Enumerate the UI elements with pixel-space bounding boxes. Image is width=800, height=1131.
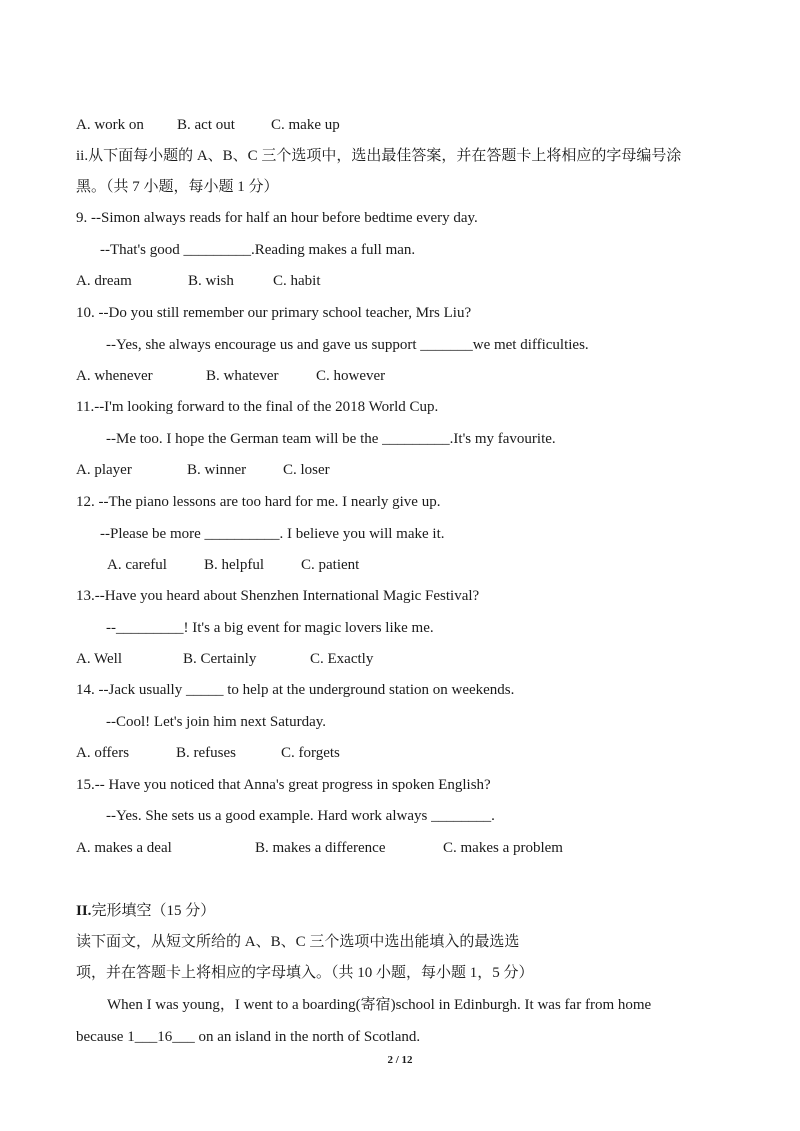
question-9-response: --That's good _________.Reading makes a full man. — [100, 242, 416, 258]
question-14: 14. --Jack usually _____ to help at the underground station on weekends. — [76, 682, 515, 698]
q12-option-a: A. careful — [107, 557, 167, 573]
q15-option-c: C. makes a problem — [443, 840, 563, 856]
question-12-options — [107, 555, 359, 575]
question-10-options — [76, 366, 385, 386]
question-13-response: --_________! It's a big event for magic lovers like me. — [106, 620, 434, 636]
question-15-options — [76, 838, 563, 858]
q11-option-a: A. player — [76, 462, 132, 478]
q8-option-a: A. work on — [76, 117, 144, 133]
q15-option-b: B. makes a difference — [255, 840, 386, 856]
question-9: 9. --Simon always reads for half an hour before bedtime every day. — [76, 210, 478, 226]
page-number: 2 / 12 — [387, 1054, 413, 1066]
q9-option-a: A. dream — [76, 273, 132, 289]
q8-option-b: B. act out — [177, 117, 235, 133]
section-2-title: 完形填空（15 分） — [91, 903, 216, 919]
question-11-options — [76, 460, 330, 480]
question-14-options — [76, 743, 340, 763]
question-12: 12. --The piano lessons are too hard for me. I nearly give up. — [76, 494, 441, 510]
q13-option-b: B. Certainly — [183, 651, 257, 667]
q11-option-c: C. loser — [283, 462, 330, 478]
question-11-response: --Me too. I hope the German team will be the _________.It's my favourite. — [106, 431, 556, 447]
q14-option-a: A. offers — [76, 745, 130, 761]
question-15: 15.-- Have you noticed that Anna's great progress in spoken English? — [76, 777, 491, 793]
question-10: 10. --Do you still remember our primary school teacher, Mrs Liu? — [76, 305, 472, 321]
q9-option-c: C. habit — [273, 273, 321, 289]
question-10-response: --Yes, she always encourage us and gave us support _______we met difficulties. — [106, 337, 589, 353]
q15-option-a: A. makes a deal — [76, 840, 172, 856]
question-15-response: --Yes. She sets us a good example. Hard work always ________. — [106, 808, 495, 824]
section-ii-instruction-line2: 黑。（共 7 小题，每小题 1 分） — [76, 179, 279, 195]
q14-option-b: B. refuses — [176, 745, 236, 761]
q11-option-b: B. winner — [187, 462, 247, 478]
section-2-heading — [76, 901, 215, 921]
question-13-options — [76, 649, 373, 669]
question-9-options — [76, 271, 321, 291]
section-2-instruction-line1: 读下面文，从短文所给的 A、B、C 三个选项中选出能填入的最选选 — [76, 934, 520, 950]
question-12-response: --Please be more __________. I believe you will make it. — [100, 526, 445, 542]
question-14-response: --Cool! Let's join him next Saturday. — [106, 714, 327, 730]
q10-option-a: A. whenever — [76, 368, 153, 384]
q13-option-c: C. Exactly — [310, 651, 374, 667]
q8-option-c: C. make up — [271, 117, 340, 133]
q8-options — [76, 115, 340, 135]
q14-option-c: C. forgets — [281, 745, 340, 761]
q13-option-a: A. Well — [76, 651, 123, 667]
passage-line2: because 1___16___ on an island in the north of Scotland. — [76, 1029, 421, 1045]
passage-line1: When I was young，I went to a boarding(寄宿)school in Edinburgh. It was far from home — [107, 997, 652, 1013]
question-13: 13.--Have you heard about Shenzhen International Magic Festival? — [76, 588, 480, 604]
q9-option-b: B. wish — [188, 273, 234, 289]
q10-option-b: B. whatever — [206, 368, 279, 384]
section-2-roman: II. — [76, 903, 92, 919]
question-11: 11.--I'm looking forward to the final of the 2018 World Cup. — [76, 399, 439, 415]
q10-option-c: C. however — [316, 368, 386, 384]
q12-option-b: B. helpful — [204, 557, 264, 573]
section-ii-instruction-line1: ii.从下面每小题的 A、B、C 三个选项中，选出最佳答案，并在答题卡上将相应的字母编号涂 — [76, 148, 682, 164]
section-2-instruction-line2: 项，并在答题卡上将相应的字母填入。（共 10 小题，每小题 1，5 分） — [76, 965, 534, 981]
q12-option-c: C. patient — [301, 557, 360, 573]
